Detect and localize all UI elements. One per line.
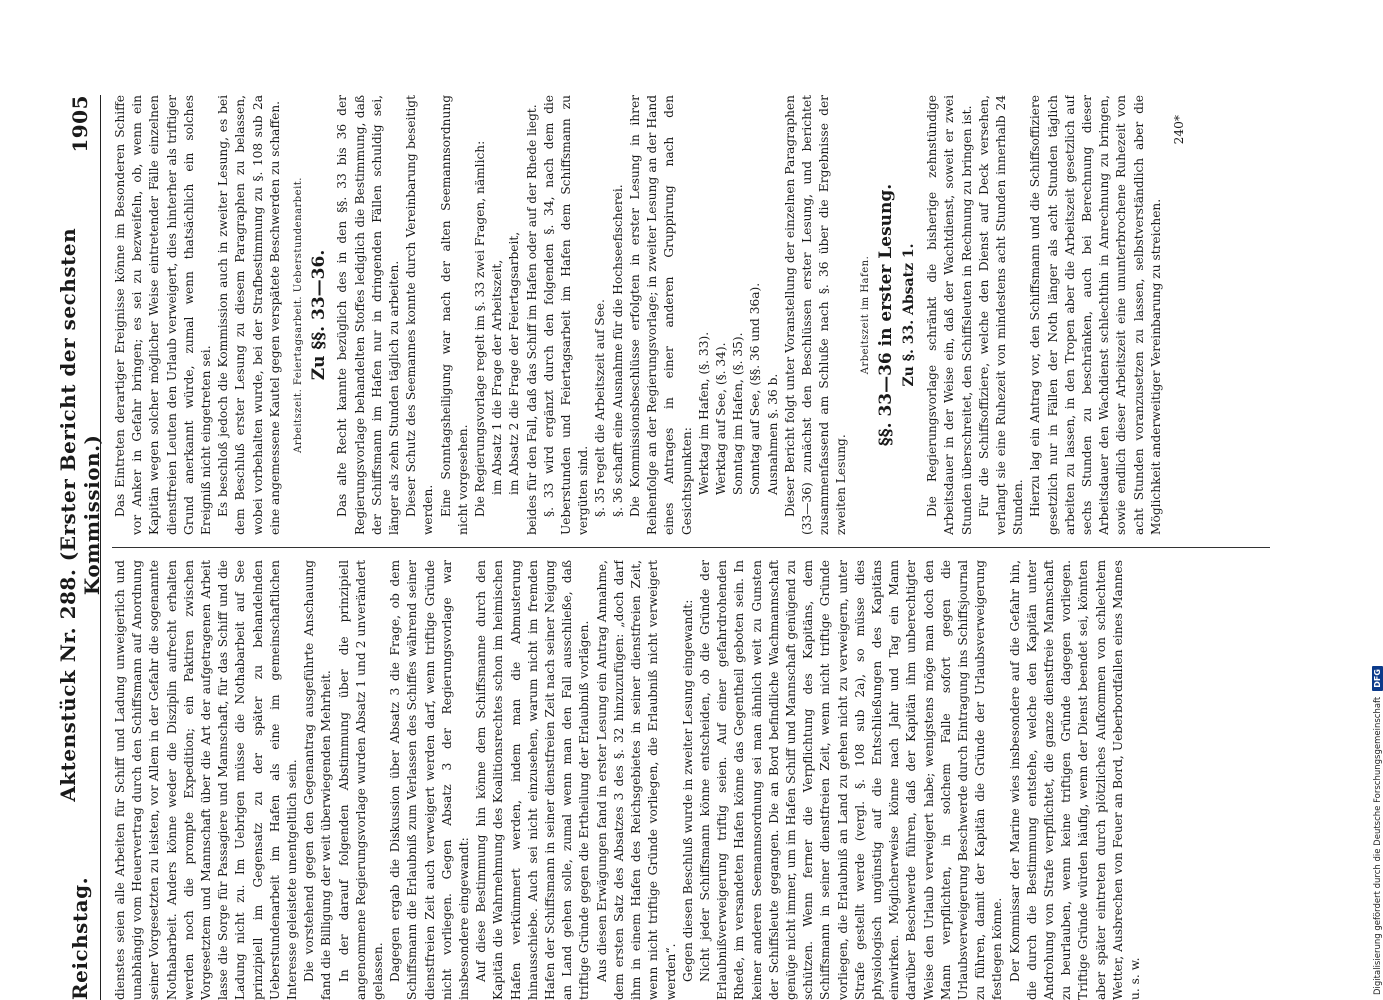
header-page-number: 1905 [68, 95, 92, 153]
paragraph: Die Regierungsvorlage schränkt die bisherige zehnstündige Arbeitsdauer in der Weise ein, daß der Wachtdienst, soweit er zwei Stunden überschreitet, den Schiffsleuten in Rechnung zu bringen ist. [925, 95, 974, 535]
list-item: im Absatz 1 die Frage der Arbeitszeit, [490, 259, 505, 495]
paragraph: Dieser Schutz des Seemannes konnte durch Vereinbarung beseitigt werden. [404, 95, 436, 535]
header-title: Aktenstück Nr. 288. (Erster Bericht der sechsten Kommission.) [56, 227, 104, 802]
paragraph: Hierzu lag ein Antrag vor, den Schiffsmann und die Schiffsoffiziere gesetzlich nur in Fällen der Noth länger als acht Stunden täglich arbeiten zu lassen, in den Tropen aber die Arbeitszeit gesetzlich auf sechs Stunden zu beschränken, auch bei Berechnung dieser Arbeitsdauer den Wachdienst schlechthin in Anrechnung zu bringen, sowie endlich dieser Arbeitszeit eine ununterbrochene Ruhezeit von acht Stunden voranzusetzen zu lassen, selbstverständlich aber die Möglichkeit anderweitiger Vereinbarung zu streichen. [1028, 95, 1163, 535]
left-column [112, 560, 1270, 1000]
paragraph: Die vorstehend gegen den Gegenantrag ausgeführte Anschauung fand die Billigung der weit überwiegenden Mehrheit. [302, 560, 334, 1000]
dfg-logo-icon: DFG [1372, 666, 1383, 691]
section-subheading: Arbeitszeit. Feiertagsarbeit. Ueberstundenarbeit. [293, 177, 305, 453]
list-item: Sonntag auf See, (§§. 36 und 36a). [748, 282, 763, 495]
section-heading: Zu §. 33. Absatz 1. [900, 243, 917, 387]
header-left: Reichstag. [68, 876, 92, 1000]
paragraph: Dagegen ergab die Diskussion über Absatz 3 die Frage, ob dem Schiffsmann die Erlaubniß zum Verlassen des Schiffes während seiner dienstfreien Zeit auch verweigert werden darf, wenn triftige Gründe nicht vorliegen. Gegen Absatz 3 der Regierungsvorlage war insbesondere eingewandt: [388, 560, 472, 1000]
paragraph: Das Eintreten derartiger Ereignisse könne im Besonderen Schiffe vor Anker in Gefahr bringen; es sei zu bezweifeln, ob, wenn ein Kapitän wegen solcher möglicher Weise eintretender Fälle einzelnen dienstfreien Leuten den Urlaub verweigert, dies hinterher als triftiger Grund anerkannt würde, zumal wenn thatsächlich ein solches Ereigniß nicht eingetreten sei. [113, 95, 214, 535]
paragraph: Nicht jeder Schiffsmann könne entscheiden, ob die Gründe der Erlaubnißverweigerung triftig seien. Auf einer gefahrdrohenden Rhede, im versandeten Hafen könne das Gegentheil geboten sein. In keiner anderen Seemannsordnung sei man ähnlich weit zu Gunsten der Schiffsleute gegangen. Die an Bord befindliche Wachmannschaft genüge nicht immer, um im Hafen Schiff und Mannschaft genügend zu schützen. Wenn ferner die Verpflichtung des Kapitäns, dem Schiffsmann in seiner dienstfreien Zeit, wenn nicht triftige Gründe vorliegen, die Erlaubniß an Land zu gehen nicht zu verweigern, unter Strafe gestellt werde (vergl. §. 108 sub 2a), so müsse dies physiologisch ungünstig auf die Entschließungen des Kapitäns einwirken. Möglicherweise könne nach Jahr und Tag ein Mann darüber Beschwerde führen, daß der Kapitän ihm unberechtigter Weise den Urlaub verweigert habe; wenigstens möge man doch den Mann verpflichten, in solchem Falle sofort gegen die Urlaubsverweigerung Beschwerde durch Eintragung ins Schiffsjournal zu führen, damit der Kapitän die Gründe der Urlaubsverweigerung festlegen könne. [697, 560, 1005, 1000]
paragraph: Eine Sonntagsheiligung war nach der alten Seemannsordnung nicht vorgesehen. [438, 95, 470, 535]
list-item: Werktag im Hafen, (§. 33). [696, 331, 711, 495]
right-column [112, 95, 1270, 535]
page-header [56, 95, 104, 1000]
list-item: Werktag auf See, (§. 34). [713, 342, 728, 495]
paragraph: §. 36 schafft eine Ausnahme für die Hochseefischerei. [610, 184, 625, 517]
paragraph: In der darauf folgenden Abstimmung über die prinzipiell angenommene Regierungsvorlage wurden Absatz 1 und 2 unverändert gelassen. [336, 560, 386, 1000]
paragraph: §. 35 regelt die Arbeitszeit auf See. [593, 299, 608, 517]
paragraph: Das alte Recht kannte bezüglich des in den §§. 33 bis 36 der Regierungsvorlage behandelten Stoffes lediglich die Bestimmung, daß der Schiffsmann im Hafen nur in dringenden Fällen schuldig sei, länger als zehn Stunden täglich zu arbeiten. [335, 95, 402, 535]
paragraph: Die Kommissionsbeschlüsse erfolgten in erster Lesung in ihrer Reihenfolge an der Regierungsvorlage; in zweiter Lesung an der Hand eines Antrages in einer anderen Gruppirung nach den Gesichtspunkten: [627, 95, 694, 535]
list-item: Sonntag im Hafen, (§. 35). [731, 332, 746, 495]
rotated-page [56, 95, 1290, 1000]
paragraph: Der Kommissar der Marine wies insbesondere auf die Gefahr hin, die durch die Bestimmung entstehe, welche den Kapitän unter Androhung von Strafe verpflichtet, die ganze dienstfreie Mannschaft zu beurlauben, wenn keine triftigen Gründe dagegen vorliegen. Triftige Gründe würden häufig, wenn der Dienst beendet sei, könnten aber später eintreten durch plötzliches Aufkommen von schlechtem Wetter, Ausbrechen von Feuer an Bord, Ueberbordfallen eines Mannes u. s. w. [1007, 560, 1142, 1000]
folio-number: 240* [1171, 115, 1186, 145]
paragraph: Für die Schiffsoffiziere, welche den Dienst auf Deck versehen, verlangt sie eine Ruhezeit von mindestens acht Stunden innerhalb 24 Stunden. [976, 95, 1026, 535]
paragraph: Dieser Bericht folgt unter Voranstellung der einzelnen Paragraphen (33—36) zunächst den Beschlüssen erster Lesung, und berichtet zusammenfassend am Schluße nach §. 36 über die Ergebnisse der zweiten Lesung. [782, 95, 849, 535]
list-item: im Absatz 2 die Frage der Feiertagsarbeit, [507, 231, 522, 495]
paragraph: §. 33 wird ergänzt durch den folgenden §. 34, nach dem die Ueberstunden und Feiertagsarbeit im Hafen dem Schiffsmann zu vergüten sind. [541, 95, 591, 535]
paragraph: Auf diese Bestimmung hin könne dem Schiffsmanne durch den Kapitän die Wahrnehmung des Koalitionsrechtes schon im heimischen Hafen verkümmert werden, indem man die Abmusterung hinausschiebe. Auch sei nicht einzusehen, warum nicht im fremden Hafen der Schiffsmann in seiner dienstfreien Zeit nach seiner Neigung an Land gehen solle, zumal wenn man den Fall ausschließe, daß triftige Gründe gegen die Ertheilung der Erlaubniß vorlägen. [474, 560, 592, 1000]
section-subheading: Arbeitszeit im Hafen. [859, 255, 871, 375]
digitization-credit [1372, 666, 1383, 995]
paragraph: beides für den Fall, daß das Schiff im Hafen oder auf der Rhede liegt. [524, 104, 539, 535]
paragraph: Aus diesen Erwägungen fand in erster Lesung ein Antrag Annahme, dem ersten Satz des Absatzes 3 des §. 32 hinzuzufügen: „doch darf ihm in einem Hafen des Reichsgebietes in seiner dienstfreien Zeit, wenn nicht triftige Gründe vorliegen, die Erlaubniß nicht verweigert werden“. [594, 560, 678, 1000]
paragraph: dienstes seien alle Arbeiten für Schiff und Ladung unweigerlich und unabhängig vom Heuervertrag durch den Schiffsmann auf Anordnung seiner Vorgesetzten zu leisten, vor Allem in der Gefahr die sogenannte Nothabarbeit. Anders könne weder die Disziplin aufrecht erhalten werden noch die prompte Expedition; ein Paktiren zwischen Vorgesetztem und Mannschaft über die Art der aufgetragenen Arbeit lasse die Sorge für Passagiere und Mannschaft, für das Schiff und die Ladung nicht zu. Im Uebrigen müsse die Nothabarbeit auf See prinzipiell im Gegensatz zu der später zu behandelnden Ueberstundenarbeit im Hafen als eine im gemeinschaftlichen Interesse geleistete unentgeltlich sein. [113, 560, 300, 1000]
section-heading: §§. 33—36 in erster Lesung. [875, 183, 896, 447]
paragraph: Es beschloß jedoch die Kommission auch in zweiter Lesung, es bei dem Beschluß erster Lesung zu diesem Paragraphen zu belassen, wobei vorbehalten wurde, bei der Strafbestimmung zu §. 108 sub 2a eine angemessene Kautel gegen verspätete Beschwerden zu schaffen. [216, 95, 282, 535]
paragraph: Die Regierungsvorlage regelt im §. 33 zwei Fragen, nämlich: [473, 140, 488, 517]
column-divider [112, 547, 1270, 548]
section-heading: Zu §§. 33—36. [309, 249, 330, 381]
paragraph: Gegen diesen Beschluß wurde in zweiter Lesung eingewandt: [680, 599, 695, 982]
list-item: Ausnahmen §. 36 b. [765, 373, 780, 495]
credit-text: Digitalisierung gefördert durch die Deutsche Forschungsgemeinschaft [1372, 696, 1383, 995]
